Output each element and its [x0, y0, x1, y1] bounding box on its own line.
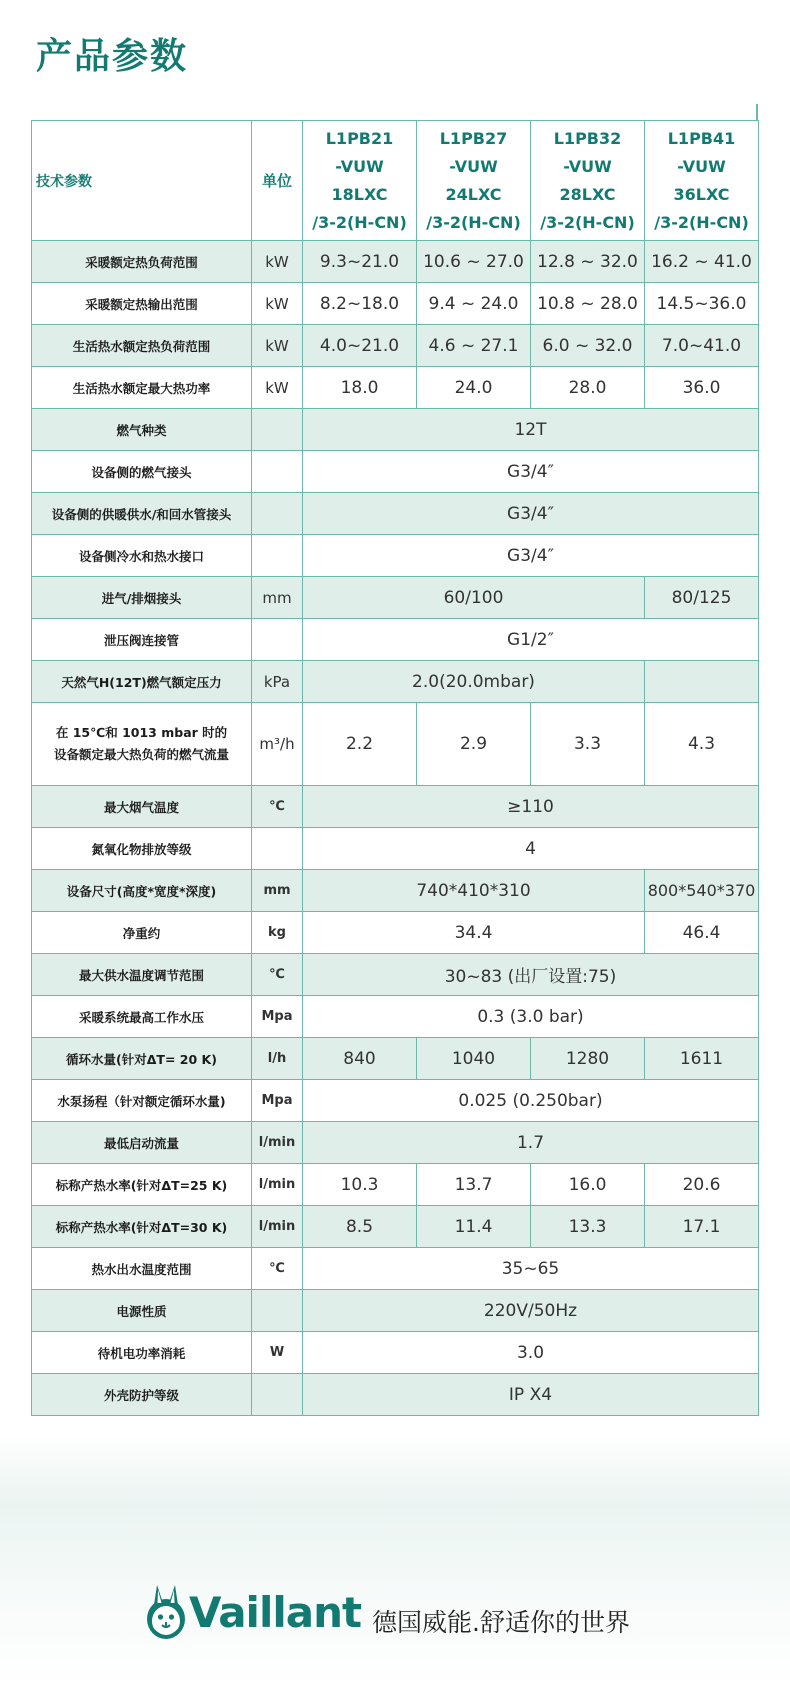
param-value: 4.6 ~ 27.1 — [417, 325, 531, 367]
brand-slogan: 德国威能.舒适你的世界 — [372, 1608, 630, 1637]
table-row — [32, 409, 759, 451]
param-name: 水泵扬程（针对额定循环水量) — [32, 1080, 252, 1122]
model-line: 28LXC — [559, 184, 616, 204]
param-value: 12.8 ~ 32.0 — [531, 241, 645, 283]
param-unit — [252, 619, 303, 661]
param-value: IP X4 — [303, 1374, 759, 1416]
param-name: 采暖额定热负荷范围 — [32, 241, 252, 283]
param-unit — [252, 535, 303, 577]
param-value: 2.9 — [417, 703, 531, 786]
table-row — [32, 996, 759, 1038]
param-unit: kW — [252, 367, 303, 409]
param-value: 12T — [303, 409, 759, 451]
param-value: 13.7 — [417, 1164, 531, 1206]
param-name: 泄压阀连接管 — [32, 619, 252, 661]
param-value: 13.3 — [531, 1206, 645, 1248]
model-line: /3-2(H-CN) — [312, 212, 407, 232]
param-value: ≥110 — [303, 786, 759, 828]
param-name: 设备侧的供暖供水/和回水管接头 — [32, 493, 252, 535]
param-value: 9.3~21.0 — [303, 241, 417, 283]
table-row — [32, 619, 759, 661]
table-row — [32, 451, 759, 493]
table-row — [32, 1290, 759, 1332]
param-value: 14.5~36.0 — [645, 283, 759, 325]
model-line: 36LXC — [673, 184, 730, 204]
param-unit: l/min — [252, 1206, 303, 1248]
param-unit: l/min — [252, 1164, 303, 1206]
param-name: 设备尺寸(高度*宽度*深度) — [32, 870, 252, 912]
param-name: 热水出水温度范围 — [32, 1248, 252, 1290]
param-value: G3/4″ — [303, 451, 759, 493]
table-row — [32, 954, 759, 996]
spec-table — [31, 120, 759, 1416]
param-value: 2.0(20.0mbar) — [303, 661, 645, 703]
param-unit: W — [252, 1332, 303, 1374]
page-title: 产品参数 — [36, 36, 189, 77]
param-unit: kW — [252, 241, 303, 283]
param-name: 最低启动流量 — [32, 1122, 252, 1164]
table-row — [32, 661, 759, 703]
param-name: 采暖系统最高工作水压 — [32, 996, 252, 1038]
param-unit: ℃ — [252, 786, 303, 828]
param-value: 30~83 (出厂设置:75) — [303, 954, 759, 996]
param-name: 标称产热水率(针对ΔT=30 K) — [32, 1206, 252, 1248]
model-line: /3-2(H-CN) — [654, 212, 749, 232]
param-name: 标称产热水率(针对ΔT=25 K) — [32, 1164, 252, 1206]
param-value: 60/100 — [303, 577, 645, 619]
param-value: 7.0~41.0 — [645, 325, 759, 367]
model-line: L1PB27 — [439, 128, 508, 148]
param-value: 1280 — [531, 1038, 645, 1080]
param-value: 840 — [303, 1038, 417, 1080]
model-line: -VUW — [563, 156, 612, 176]
param-unit: ℃ — [252, 954, 303, 996]
param-name-line: 设备额定最大热负荷的燃气流量 — [53, 747, 229, 762]
param-name-line: 在 15℃和 1013 mbar 时的 — [55, 725, 228, 740]
table-row — [32, 367, 759, 409]
param-unit: kg — [252, 912, 303, 954]
param-value: 1040 — [417, 1038, 531, 1080]
param-value: 3.3 — [531, 703, 645, 786]
table-row — [32, 1332, 759, 1374]
param-value: 16.2 ~ 41.0 — [645, 241, 759, 283]
table-row — [32, 535, 759, 577]
param-value: 8.5 — [303, 1206, 417, 1248]
param-name: 最大烟气温度 — [32, 786, 252, 828]
table-header-row — [32, 121, 759, 241]
param-value: 4.3 — [645, 703, 759, 786]
param-value: 20.6 — [645, 1164, 759, 1206]
param-name: 外壳防护等级 — [32, 1374, 252, 1416]
table-row — [32, 577, 759, 619]
param-value: 0.3 (3.0 bar) — [303, 996, 759, 1038]
param-value: 24.0 — [417, 367, 531, 409]
table-row — [32, 1248, 759, 1290]
table-row — [32, 1374, 759, 1416]
param-value: 18.0 — [303, 367, 417, 409]
param-name — [32, 703, 252, 786]
table-row — [32, 1080, 759, 1122]
param-value: 10.6 ~ 27.0 — [417, 241, 531, 283]
param-unit: mm — [252, 577, 303, 619]
table-row — [32, 1164, 759, 1206]
param-unit — [252, 828, 303, 870]
param-name: 待机电功率消耗 — [32, 1332, 252, 1374]
param-value: 80/125 — [645, 577, 759, 619]
model-line: /3-2(H-CN) — [426, 212, 521, 232]
param-value: 10.3 — [303, 1164, 417, 1206]
param-name: 净重约 — [32, 912, 252, 954]
param-value: 4 — [303, 828, 759, 870]
param-unit — [252, 493, 303, 535]
param-value: 11.4 — [417, 1206, 531, 1248]
footer-background — [0, 1435, 790, 1688]
table-row — [32, 1206, 759, 1248]
brand-logo — [145, 1583, 665, 1641]
param-value: G3/4″ — [303, 493, 759, 535]
table-row — [32, 493, 759, 535]
param-value: 16.0 — [531, 1164, 645, 1206]
param-unit: ℃ — [252, 1248, 303, 1290]
param-value: 46.4 — [645, 912, 759, 954]
model-line: -VUW — [449, 156, 498, 176]
param-unit — [252, 1374, 303, 1416]
param-value: 1611 — [645, 1038, 759, 1080]
param-name: 设备侧冷水和热水接口 — [32, 535, 252, 577]
header-model — [303, 121, 417, 241]
header-param: 技术参数 — [32, 121, 252, 241]
param-name: 采暖额定热输出范围 — [32, 283, 252, 325]
table-row — [32, 870, 759, 912]
model-line: -VUW — [677, 156, 726, 176]
param-name: 燃气种类 — [32, 409, 252, 451]
brand-name: Vaillant — [189, 1588, 362, 1637]
param-value: 28.0 — [531, 367, 645, 409]
param-unit — [252, 1290, 303, 1332]
header-model — [645, 121, 759, 241]
param-value: 6.0 ~ 32.0 — [531, 325, 645, 367]
param-unit: mm — [252, 870, 303, 912]
param-unit: l/min — [252, 1122, 303, 1164]
param-name: 生活热水额定最大热功率 — [32, 367, 252, 409]
table-row — [32, 703, 759, 786]
hare-icon — [145, 1583, 187, 1641]
table-row — [32, 828, 759, 870]
param-name: 循环水量(针对ΔT= 20 K) — [32, 1038, 252, 1080]
table-row — [32, 912, 759, 954]
param-name: 设备侧的燃气接头 — [32, 451, 252, 493]
table-row — [32, 325, 759, 367]
param-value: 800*540*370 — [645, 870, 759, 912]
header-unit: 单位 — [252, 121, 303, 241]
param-name: 最大供水温度调节范围 — [32, 954, 252, 996]
param-unit: Mpa — [252, 996, 303, 1038]
param-value: 9.4 ~ 24.0 — [417, 283, 531, 325]
param-unit — [252, 451, 303, 493]
table-row — [32, 1038, 759, 1080]
param-value: G1/2″ — [303, 619, 759, 661]
param-value: 740*410*310 — [303, 870, 645, 912]
param-name: 天然气H(12T)燃气额定压力 — [32, 661, 252, 703]
param-value: 17.1 — [645, 1206, 759, 1248]
model-line: -VUW — [335, 156, 384, 176]
param-value: 0.025 (0.250bar) — [303, 1080, 759, 1122]
param-name: 氮氧化物排放等级 — [32, 828, 252, 870]
table-row — [32, 1122, 759, 1164]
header-model — [531, 121, 645, 241]
param-value: 4.0~21.0 — [303, 325, 417, 367]
header-model — [417, 121, 531, 241]
param-value: 8.2~18.0 — [303, 283, 417, 325]
table-row — [32, 786, 759, 828]
param-unit: kW — [252, 325, 303, 367]
param-value: 2.2 — [303, 703, 417, 786]
param-unit: Mpa — [252, 1080, 303, 1122]
param-unit: l/h — [252, 1038, 303, 1080]
param-value: 36.0 — [645, 367, 759, 409]
model-line: L1PB21 — [325, 128, 394, 148]
param-unit: m³/h — [252, 703, 303, 786]
param-value: 34.4 — [303, 912, 645, 954]
param-name: 进气/排烟接头 — [32, 577, 252, 619]
param-value: G3/4″ — [303, 535, 759, 577]
param-value: 10.8 ~ 28.0 — [531, 283, 645, 325]
param-value: 35~65 — [303, 1248, 759, 1290]
param-unit: kPa — [252, 661, 303, 703]
model-line: 24LXC — [445, 184, 502, 204]
model-line: L1PB41 — [667, 128, 736, 148]
param-value: 220V/50Hz — [303, 1290, 759, 1332]
param-value: 3.0 — [303, 1332, 759, 1374]
model-line: /3-2(H-CN) — [540, 212, 635, 232]
param-value-empty — [645, 661, 759, 703]
param-unit: kW — [252, 283, 303, 325]
model-line: 18LXC — [331, 184, 388, 204]
param-name: 电源性质 — [32, 1290, 252, 1332]
table-row — [32, 241, 759, 283]
model-line: L1PB32 — [553, 128, 622, 148]
param-name: 生活热水额定热负荷范围 — [32, 325, 252, 367]
param-value: 1.7 — [303, 1122, 759, 1164]
table-row — [32, 283, 759, 325]
param-unit — [252, 409, 303, 451]
